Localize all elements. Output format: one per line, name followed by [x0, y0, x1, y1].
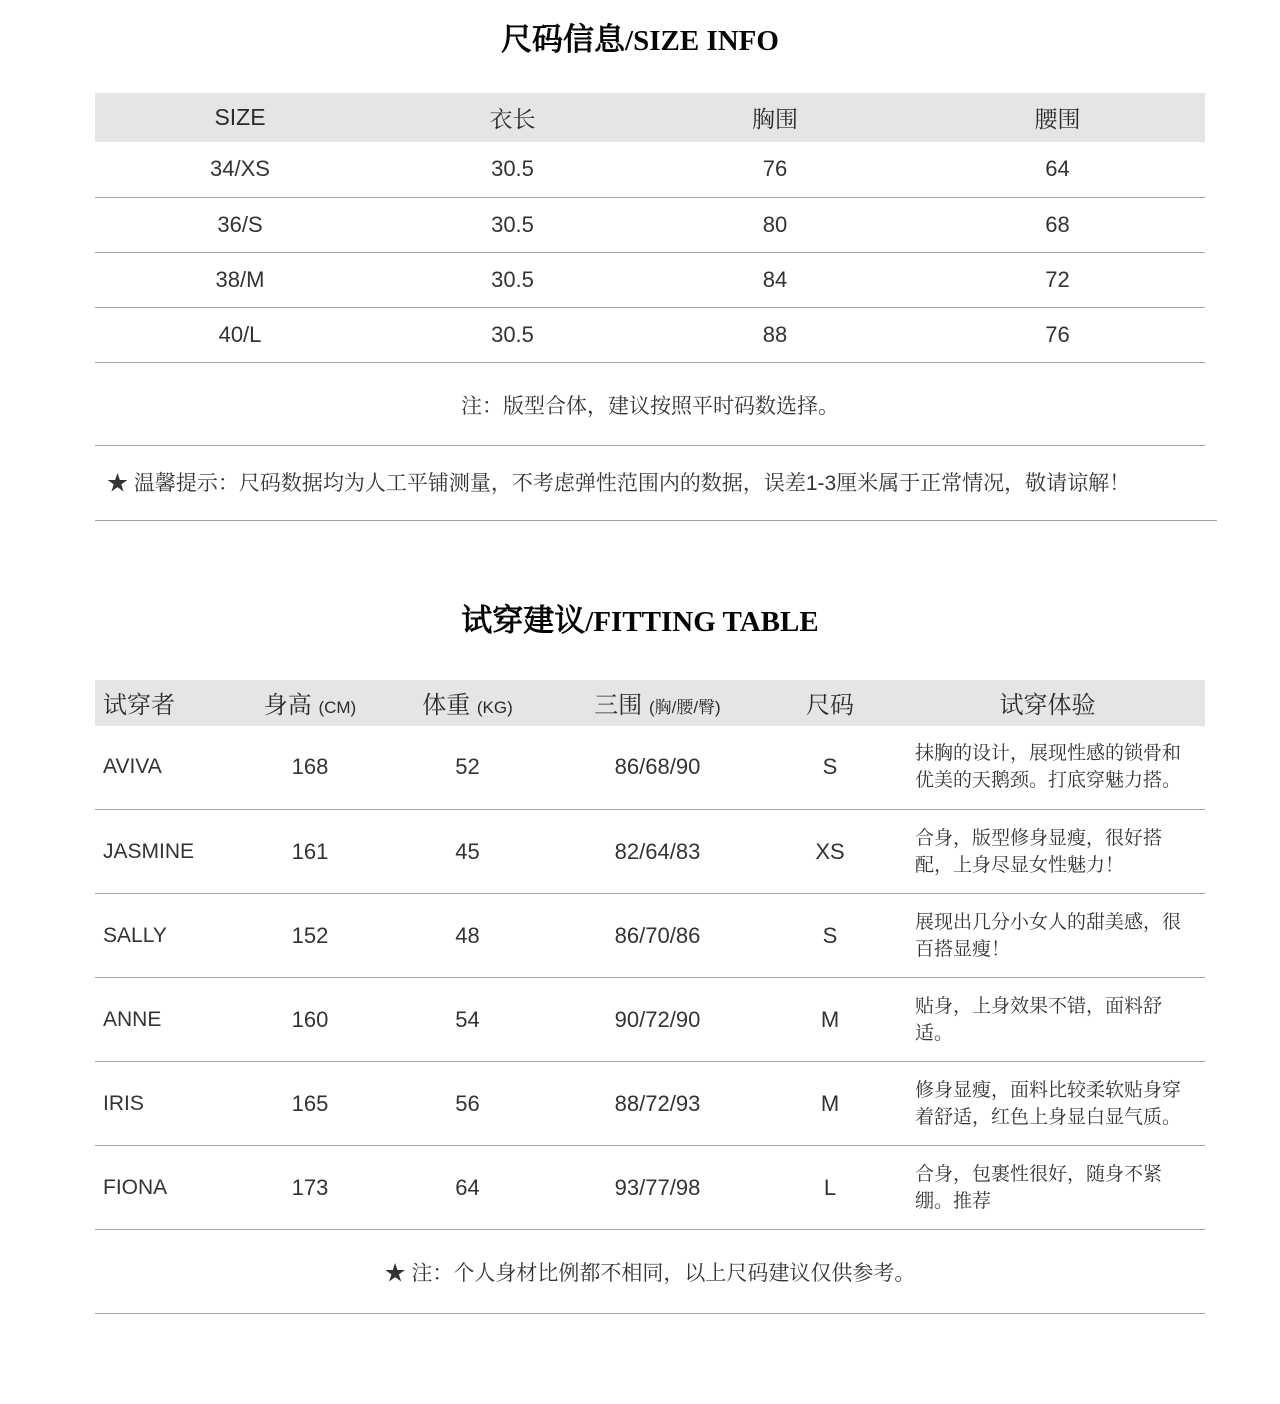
model-name-cell: JASMINE	[95, 810, 230, 894]
length-cell: 30.5	[385, 307, 640, 362]
waist-cell: 64	[910, 142, 1205, 197]
height-cell: 160	[230, 978, 390, 1062]
size-note: 注：版型合体，建议按照平时码数选择。	[95, 363, 1205, 446]
size-info-title-cn: 尺码信息	[501, 22, 626, 57]
size-table-row	[95, 142, 1205, 197]
fitting-table-row	[95, 1062, 1205, 1146]
fitting-table-row	[95, 894, 1205, 978]
height-cell: 168	[230, 726, 390, 810]
size-worn-cell: S	[770, 726, 890, 810]
height-cell: 173	[230, 1146, 390, 1230]
size-info-title	[0, 14, 1280, 59]
size-worn-cell: M	[770, 1062, 890, 1146]
model-name-cell: IRIS	[95, 1062, 230, 1146]
height-cell: 161	[230, 810, 390, 894]
fitting-title	[0, 595, 1280, 640]
bust-cell: 80	[640, 197, 910, 252]
fitting-title-en: /FITTING TABLE	[585, 605, 819, 638]
weight-cell: 56	[390, 1062, 545, 1146]
length-cell: 30.5	[385, 252, 640, 307]
experience-cell: 合身，包裹性很好，随身不紧绷。推荐	[890, 1146, 1205, 1230]
height-cell: 152	[230, 894, 390, 978]
model-name-cell: ANNE	[95, 978, 230, 1062]
measurements-cell: 88/72/93	[545, 1062, 770, 1146]
weight-cell: 54	[390, 978, 545, 1062]
weight-cell: 64	[390, 1146, 545, 1230]
size-table-header-waist: 腰围	[910, 93, 1205, 142]
size-measure-tip: ★ 温馨提示：尺码数据均为人工平铺测量，不考虑弹性范围内的数据，误差1-3厘米属于正常情况，敬请谅解！	[95, 446, 1217, 521]
model-name-cell: SALLY	[95, 894, 230, 978]
waist-cell: 72	[910, 252, 1205, 307]
weight-cell: 48	[390, 894, 545, 978]
fitting-header-experience: 试穿体验	[890, 680, 1205, 726]
fitting-header-model: 试穿者	[95, 680, 230, 726]
size-cell: 38/M	[95, 252, 385, 307]
size-table-row	[95, 307, 1205, 362]
fitting-header-size: 尺码	[770, 680, 890, 726]
size-worn-cell: M	[770, 978, 890, 1062]
height-cell: 165	[230, 1062, 390, 1146]
size-worn-cell: L	[770, 1146, 890, 1230]
measurements-cell: 90/72/90	[545, 978, 770, 1062]
experience-cell: 修身显瘦，面料比较柔软贴身穿着舒适，红色上身显白显气质。	[890, 1062, 1205, 1146]
experience-cell: 展现出几分小女人的甜美感，很百搭显瘦！	[890, 894, 1205, 978]
measurements-cell: 86/68/90	[545, 726, 770, 810]
size-cell: 34/XS	[95, 142, 385, 197]
fitting-header-measurements: 三围 (胸/腰/臀)	[545, 680, 770, 726]
size-table-header-row	[95, 93, 1205, 142]
fitting-table	[95, 680, 1205, 1231]
fitting-header-weight: 体重 (KG)	[390, 680, 545, 726]
bust-cell: 84	[640, 252, 910, 307]
size-table-header-bust: 胸围	[640, 93, 910, 142]
fitting-table-row	[95, 978, 1205, 1062]
experience-cell: 抹胸的设计，展现性感的锁骨和优美的天鹅颈。打底穿魅力搭。	[890, 726, 1205, 810]
measurements-cell: 82/64/83	[545, 810, 770, 894]
size-cell: 40/L	[95, 307, 385, 362]
fitting-header-height: 身高 (CM)	[230, 680, 390, 726]
weight-cell: 52	[390, 726, 545, 810]
size-info-table	[95, 93, 1205, 363]
fitting-table-row	[95, 726, 1205, 810]
length-cell: 30.5	[385, 142, 640, 197]
fitting-table-header-row	[95, 680, 1205, 726]
length-cell: 30.5	[385, 197, 640, 252]
size-table-header-length: 衣长	[385, 93, 640, 142]
size-table-row	[95, 252, 1205, 307]
size-info-title-en: /SIZE INFO	[625, 25, 779, 57]
bust-cell: 88	[640, 307, 910, 362]
fitting-note: ★ 注：个人身材比例都不相同，以上尺码建议仅供参考。	[95, 1230, 1205, 1314]
size-cell: 36/S	[95, 197, 385, 252]
measurements-cell: 93/77/98	[545, 1146, 770, 1230]
fitting-title-cn: 试穿建议	[461, 602, 586, 638]
waist-cell: 76	[910, 307, 1205, 362]
experience-cell: 合身，版型修身显瘦，很好搭配，上身尽显女性魅力！	[890, 810, 1205, 894]
measurements-cell: 86/70/86	[545, 894, 770, 978]
weight-cell: 45	[390, 810, 545, 894]
size-worn-cell: XS	[770, 810, 890, 894]
size-table-row	[95, 197, 1205, 252]
size-table-header-size: SIZE	[95, 93, 385, 142]
experience-cell: 贴身，上身效果不错，面料舒适。	[890, 978, 1205, 1062]
model-name-cell: AVIVA	[95, 726, 230, 810]
fitting-table-row	[95, 1146, 1205, 1230]
fitting-table-row	[95, 810, 1205, 894]
waist-cell: 68	[910, 197, 1205, 252]
model-name-cell: FIONA	[95, 1146, 230, 1230]
size-worn-cell: S	[770, 894, 890, 978]
bust-cell: 76	[640, 142, 910, 197]
